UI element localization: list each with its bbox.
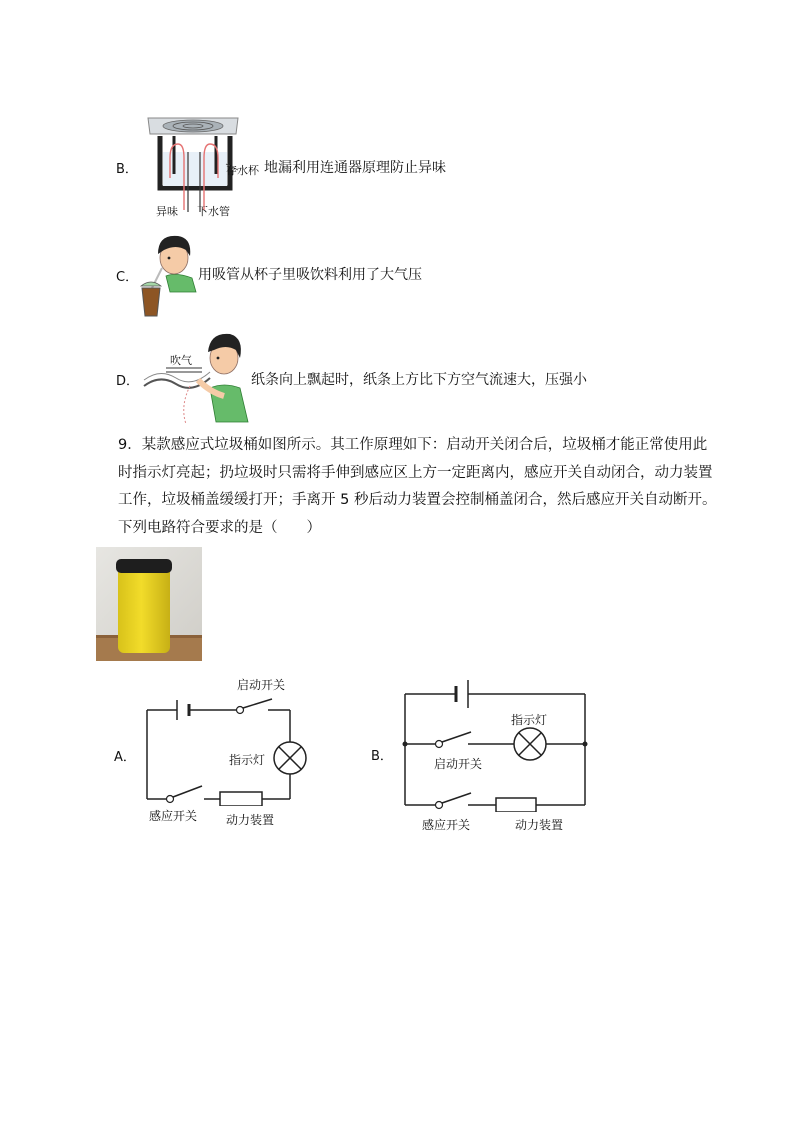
sensor-switch-blade xyxy=(173,786,202,797)
circuit-a-start-switch-label: 启动开关 xyxy=(237,678,286,692)
option-c-text: 用吸管从杯子里吸饮料利用了大气压 xyxy=(198,267,422,283)
start-switch-blade xyxy=(243,699,272,708)
circuit-a-motor-label: 动力装置 xyxy=(226,813,275,827)
circuit-a-diagram xyxy=(140,686,320,806)
question-9-number: 9． xyxy=(118,437,142,453)
motor-device xyxy=(496,798,536,812)
sensor-switch-pivot xyxy=(167,796,174,803)
sensor-switch-pivot xyxy=(436,802,443,809)
circuit-b-start-switch-label: 启动开关 xyxy=(434,757,483,771)
circuit-a-sensor-switch-label: 感应开关 xyxy=(149,809,198,823)
option-c-letter: C． xyxy=(116,270,139,285)
circuit-b-sensor-switch-label: 感应开关 xyxy=(422,818,471,832)
option-d-text: 纸条向上飘起时，纸条上方比下方空气流速大，压强小 xyxy=(251,372,587,388)
start-switch-pivot xyxy=(237,707,244,714)
blow-label: 吹气 xyxy=(170,354,192,367)
circuit-b-motor-label: 动力装置 xyxy=(515,818,564,832)
question-9 xyxy=(118,432,718,542)
start-switch-blade xyxy=(442,732,471,742)
start-switch-pivot xyxy=(436,741,443,748)
circuit-a-lamp-label: 指示灯 xyxy=(229,753,266,767)
circuit-a-letter: A． xyxy=(114,750,136,765)
trash-can-photo xyxy=(96,547,202,661)
pipe-label: 下水管 xyxy=(197,205,230,218)
circuit-b-letter: B． xyxy=(371,749,393,764)
smell-label: 异味 xyxy=(156,205,178,218)
option-d-letter: D． xyxy=(116,374,140,389)
option-b-text: 地漏利用连通器原理防止异味 xyxy=(264,160,446,176)
boy-straw-figure xyxy=(136,228,200,320)
circuit-b-diagram xyxy=(398,676,594,812)
option-b-letter: B． xyxy=(116,162,138,177)
sensor-switch-blade xyxy=(442,793,471,803)
question-9-text: 某款感应式垃圾桶如图所示。其工作原理如下：启动开关闭合后，垃圾桶才能正常使用此时指示灯亮起；扔垃圾时只需将手伸到感应区上方一定距离内，感应开关自动闭合，动力装置工作，垃圾桶盖缓缓打开；手离开 5 秒后动力装置会控制桶盖闭合，然后感应开关自动断开。下列电路符合要求的是（ ） xyxy=(118,437,717,536)
cup-label: 存水杯 xyxy=(226,164,259,177)
circuit-b-lamp-label: 指示灯 xyxy=(511,713,548,727)
boy-blowing-figure xyxy=(140,326,252,426)
motor-device xyxy=(220,792,262,806)
